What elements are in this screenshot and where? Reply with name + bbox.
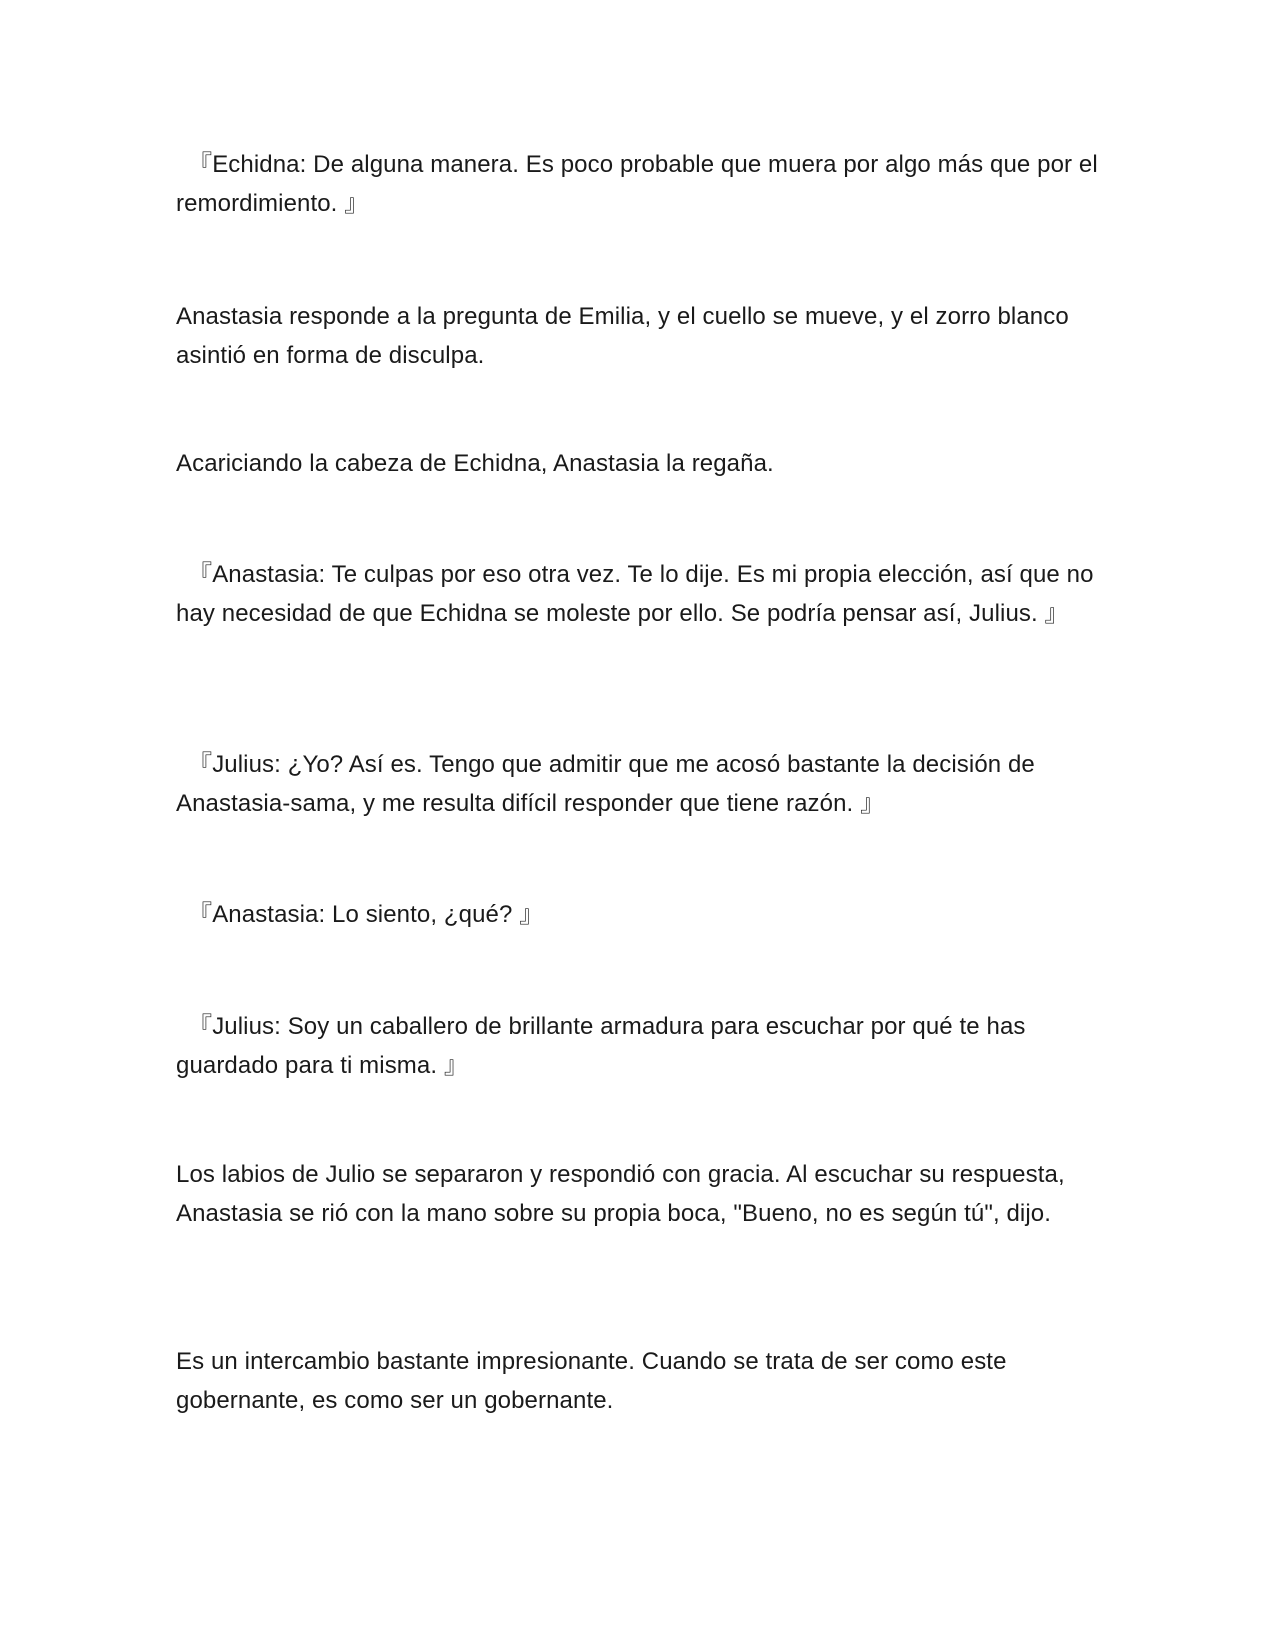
paragraph-anastasia-question: 『Anastasia: Lo siento, ¿qué? 』 xyxy=(176,901,544,928)
paragraph-anastasia-responds: Anastasia responde a la pregunta de Emilia, y el cuello se mueve, y el zorro blanco asintió en forma de disculpa. xyxy=(176,303,1069,369)
paragraph-caressing-echidna: Acariciando la cabeza de Echidna, Anastasia la regaña. xyxy=(176,450,774,477)
paragraph-julius-knight: 『Julius: Soy un caballero de brillante armadura para escuchar por qué te has guardado para ti misma. 』 xyxy=(176,1013,1026,1079)
paragraph-julio-lips: Los labios de Julio se separaron y respondió con gracia. Al escuchar su respuesta, Anastasia se rió con la mano sobre su propia boca, "Bueno, no es según tú", dijo. xyxy=(176,1161,1065,1227)
paragraph-julius-dialogue: 『Julius: ¿Yo? Así es. Tengo que admitir que me acosó bastante la decisión de Anastasia-sama, y me resulta difícil responder que tiene razón. 』 xyxy=(176,751,1035,817)
paragraph-echidna-dialogue: 『Echidna: De alguna manera. Es poco probable que muera por algo más que por el remordimiento. 』 xyxy=(176,151,1098,217)
paragraph-exchange: Es un intercambio bastante impresionante. Cuando se trata de ser como este gobernante, es como ser un gobernante. xyxy=(176,1348,1007,1414)
paragraph-anastasia-dialogue: 『Anastasia: Te culpas por eso otra vez. Te lo dije. Es mi propia elección, así que no hay necesidad de que Echidna se moleste por ello. Se podría pensar así, Julius. 』 xyxy=(176,561,1094,627)
